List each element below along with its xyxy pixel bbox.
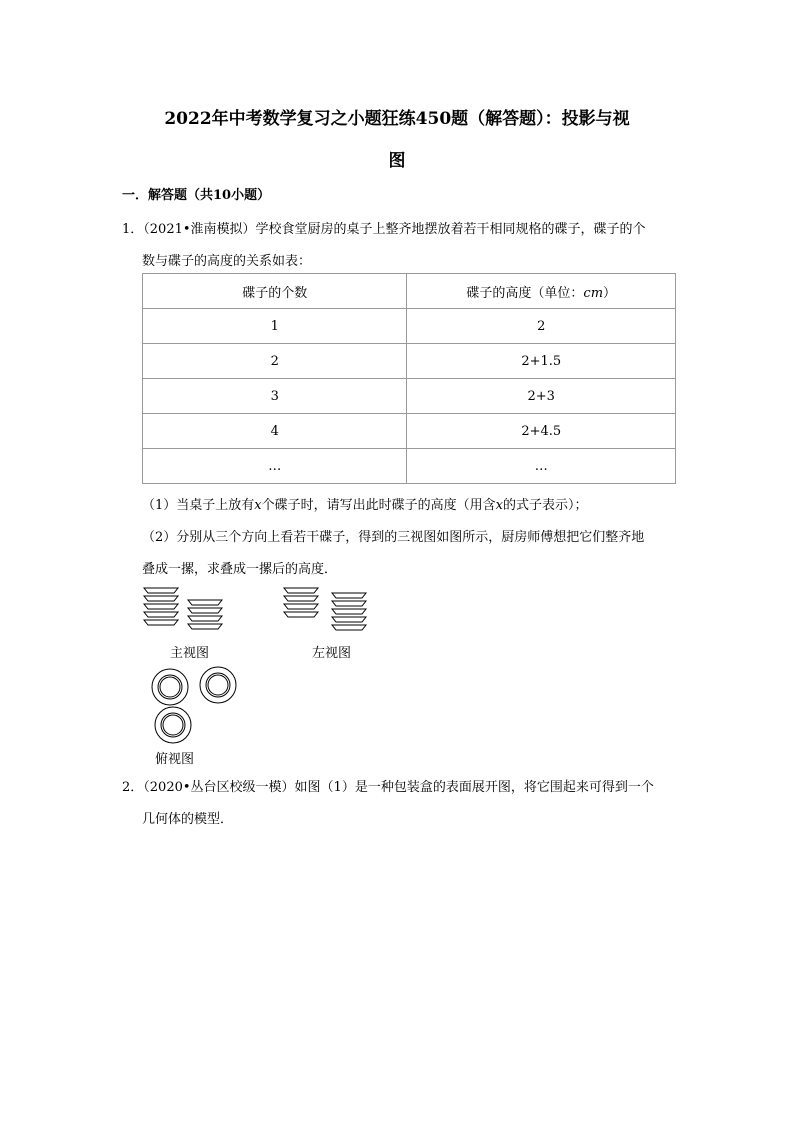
table-cell-count: … <box>143 449 407 484</box>
document-title-line2: 图 <box>388 151 406 171</box>
q1-part2-line1: （2）分别从三个方向上看若干碟子，得到的三视图如图所示，厨房师傅想把它们整齐地 <box>142 530 645 545</box>
document-title-line1: 2022年中考数学复习之小题狂练450题（解答题）：投影与视 <box>164 109 630 129</box>
q1-part1 <box>142 494 588 513</box>
left-view-stack-left <box>284 588 318 617</box>
q1-number: 1． <box>122 222 144 237</box>
table-header-close: ） <box>603 285 617 301</box>
section-heading: 一．解答题（共10小题） <box>122 188 271 203</box>
top-view-plate <box>200 667 236 703</box>
table-cell-count: 2 <box>143 344 407 379</box>
q1-text-line2: 数与碟子的高度的关系如表： <box>142 254 312 269</box>
q1-part1-var: x <box>254 498 262 513</box>
table-header-unit: cm <box>583 285 604 301</box>
front-view-stack-left <box>144 588 178 625</box>
q2-text-line2: 几何体的模型． <box>142 812 234 827</box>
q1-source: （2021•淮南模拟） <box>143 222 256 237</box>
table-header-height <box>407 274 676 309</box>
table-row <box>143 414 676 449</box>
front-view-caption: 主视图 <box>170 646 210 661</box>
table-row <box>143 449 676 484</box>
top-view-plate <box>155 707 191 743</box>
left-view-caption: 左视图 <box>312 646 352 661</box>
table-cell-count: 4 <box>143 414 407 449</box>
q1-part2-line2: 叠成一摞，求叠成一摞后的高度． <box>142 562 338 577</box>
left-view-stack-right <box>332 593 366 630</box>
table-cell-height: 2 <box>407 309 676 344</box>
table-cell-height: … <box>407 449 676 484</box>
top-view-caption: 俯视图 <box>155 752 195 767</box>
left-view-figure <box>282 585 382 635</box>
table-cell-height: 2+3 <box>407 379 676 414</box>
q2-line1 <box>122 776 654 795</box>
table-cell-count: 3 <box>143 379 407 414</box>
q2-source: （2020•丛台区校级一模） <box>143 780 295 795</box>
front-view-stack-right <box>188 600 222 629</box>
top-view-figure <box>145 663 245 748</box>
table-header-count: 碟子的个数 <box>143 274 407 309</box>
q1-line1 <box>122 218 646 237</box>
table-cell-height: 2+1.5 <box>407 344 676 379</box>
table-cell-count: 1 <box>143 309 407 344</box>
q1-part1-text-b: 个碟子时，请写出此时碟子的高度（用含 <box>261 498 496 513</box>
table-row <box>143 309 676 344</box>
table-row <box>143 344 676 379</box>
table-header-row <box>143 274 676 309</box>
top-view-plate <box>152 669 188 705</box>
front-view-figure <box>140 585 240 635</box>
table-row <box>143 379 676 414</box>
table-header-height-label: 碟子的高度（单位： <box>466 285 584 301</box>
q2-text-line1: 如图（1）是一种包装盒的表面展开图，将它围起来可得到一个 <box>294 780 654 795</box>
q1-part1-var2: x <box>495 498 503 513</box>
q2-number: 2． <box>122 780 144 795</box>
q1-text-line1: 学校食堂厨房的桌子上整齐地摆放着若干相同规格的碟子，碟子的个 <box>255 222 646 237</box>
q1-part1-text-a: （1）当桌子上放有 <box>142 498 255 513</box>
q1-table <box>142 273 676 484</box>
table-cell-height: 2+4.5 <box>407 414 676 449</box>
q1-part1-text-c: 的式子表示）； <box>502 498 588 513</box>
